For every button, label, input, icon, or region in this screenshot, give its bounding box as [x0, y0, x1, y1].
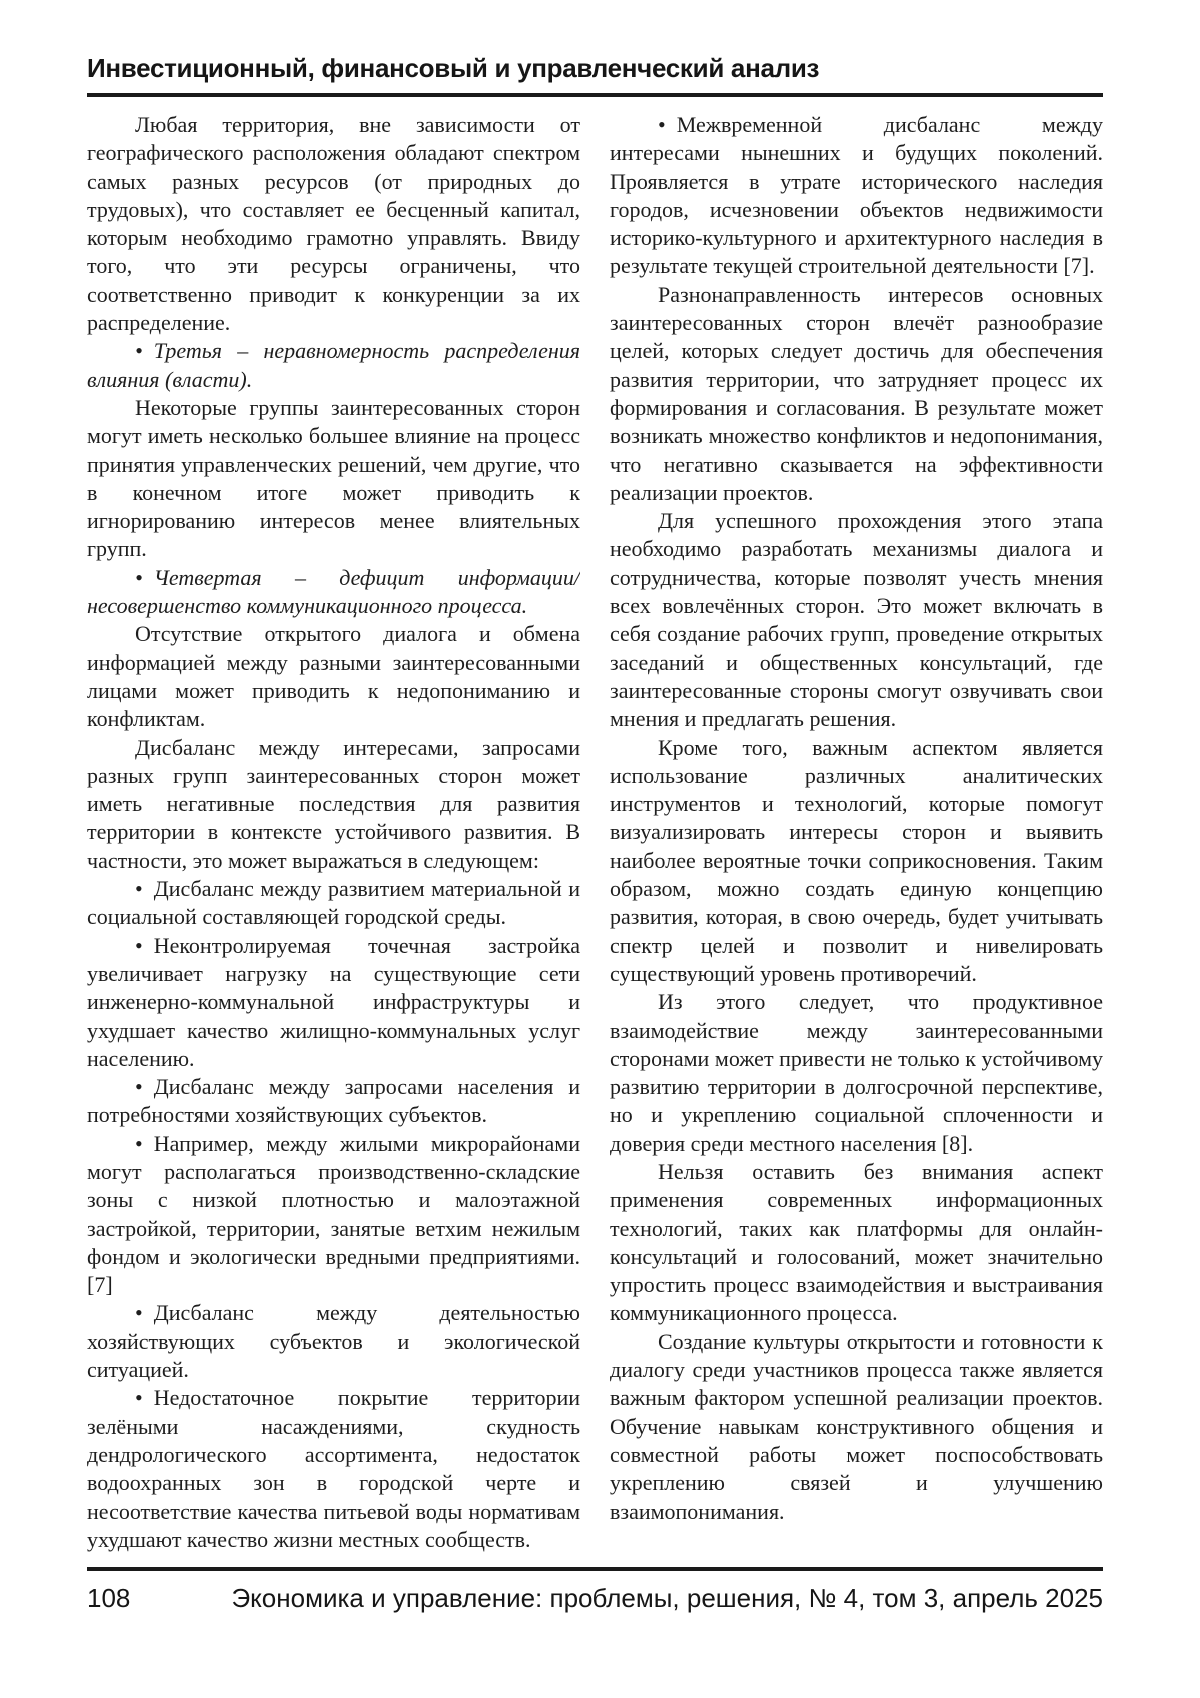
paragraph: [610, 281, 1103, 507]
paragraph: [87, 875, 580, 932]
paragraph: [87, 1299, 580, 1384]
paragraph-text: Дисбаланс между деятельностью хозяйствующих субъектов и экологической ситуацией.: [87, 1300, 580, 1383]
paragraph-text: Кроме того, важным аспектом является использование различных аналитических инструментов и технологий, которые помогут визуализировать интересы сторон и выявить наиболее вероятные точки соприкосновения. Таким образом, можно создать единую концепцию развития, которая, в свою очередь, будет учитывать спектр целей и позволит и нивелировать существующий уровень противоречий.: [610, 734, 1103, 986]
paragraph: [610, 111, 1103, 281]
paragraph-text: Например, между жилыми микрорайонами могут располагаться производственно-складские зоны с низкой плотностью и малоэтажной застройкой, территории, занятые ветхим нежилым фондом и экологически вредными предприятиями. [7]: [87, 1130, 580, 1298]
paragraph-text: Создание культуры открытости и готовности к диалогу среди участников процесса также является важным фактором успешной реализации проектов. Обучение навыкам конструктивного общения и совместной работы может поспособствовать укреплению связей и улучшению взаимопонимания.: [610, 1328, 1103, 1524]
paragraph: [610, 734, 1103, 989]
bullet-marker: •: [135, 1385, 143, 1411]
article-body: [87, 111, 1103, 1571]
page-number: 108: [87, 1583, 131, 1613]
paragraph: [87, 394, 580, 564]
paragraph: [610, 1328, 1103, 1526]
paragraph: [87, 932, 580, 1073]
bullet-marker: •: [135, 1130, 143, 1156]
paragraph-text: Для успешного прохождения этого этапа необходимо разработать механизмы диалога и сотрудничества, которые позволят учесть мнения всех вовлечённых сторон. Это может включать в себя создание рабочих групп, проведение открытых заседаний и общественных консультаций, где заинтересованные стороны смогут озвучивать свои мнения и предлагать решения.: [610, 508, 1103, 732]
paragraph-text: Любая территория, вне зависимости от географического расположения обладают спектром самых разных ресурсов (от природных до трудовых), что составляет ее бесценный капитал, которым необходимо грамотно управлять. Ввиду того, что эти ресурсы ограничены, что соответственно приводит к конкуренции за их распределение.: [87, 112, 580, 336]
paragraph-text: Дисбаланс между запросами населения и потребностями хозяйствующих субъектов.: [87, 1074, 580, 1128]
left-column: [87, 111, 580, 1571]
bullet-marker: •: [658, 112, 666, 137]
paragraph: [610, 507, 1103, 733]
paragraph-text: Третья – неравномерность распределения влияния (власти).: [87, 338, 580, 392]
paragraph-text: Разнонаправленность интересов основных заинтересованных сторон влечёт разнообразие целей, которых следует достичь для обеспечения развития территории, что затрудняет процесс их формирования и согласования. В результате может возникать множество конфликтов и недопонимания, что негативно сказывается на эффективности реализации проектов.: [610, 281, 1103, 505]
paragraph: [87, 1384, 580, 1554]
paragraph-text: Дисбаланс между развитием материальной и социальной составляющей городской среды.: [87, 876, 580, 930]
paragraph: [87, 564, 580, 621]
header-rule: [87, 93, 1103, 97]
bullet-marker: •: [135, 876, 143, 902]
journal-info: Экономика и управление: проблемы, решения, № 4, том 3, апрель 2025: [231, 1583, 1103, 1613]
paragraph: [87, 734, 580, 875]
paragraph: [87, 337, 580, 394]
bullet-marker: •: [135, 338, 143, 364]
page-footer: [87, 1583, 1103, 1614]
paragraph-text: Некоторые группы заинтересованных сторон могут иметь несколько большее влияние на процесс принятия управленческих решений, чем другие, что в конечном итоге может приводить к игнорированию интересов менее влиятельных групп.: [87, 394, 580, 562]
paragraph: [87, 1130, 580, 1300]
section-title: Инвестиционный, финансовый и управленческий анализ: [87, 53, 820, 83]
bullet-marker: •: [135, 1074, 143, 1100]
paragraph: [87, 620, 580, 733]
paragraph-text: Недостаточное покрытие территории зелёными насаждениями, скудность дендрологического ассортимента, недостаток водоохранных зон в городской черте и несоответствие качества питьевой воды нормативам ухудшают качество жизни местных сообществ.: [87, 1385, 580, 1552]
paragraph-text: Дисбаланс между интересами, запросами разных групп заинтересованных сторон может иметь негативные последствия для развития территории в контексте устойчивого развития. В частности, это может выражаться в следующем:: [87, 734, 580, 873]
paragraph-text: Отсутствие открытого диалога и обмена информацией между разными заинтересованными лицами может приводить к недопониманию и конфликтам.: [87, 621, 580, 732]
bullet-marker: •: [135, 1300, 143, 1326]
paragraph: [610, 988, 1103, 1158]
paragraph-text: Из этого следует, что продуктивное взаимодействие между заинтересованными сторонами может привести не только к устойчивому развитию территории в долгосрочной перспективе, но и укреплению социальной сплоченности и доверия среди местного населения [8].: [610, 989, 1103, 1156]
footer-rule: [87, 1567, 1103, 1571]
paragraph: [87, 1073, 580, 1130]
paragraph-text: Четвертая – дефицит информации/несовершенство коммуникационного процесса.: [87, 564, 580, 619]
bullet-marker: •: [135, 564, 143, 590]
page-header: [87, 53, 1103, 84]
paragraph-text: Нельзя оставить без внимания аспект применения современных информационных технологий, таких как платформы для онлайн-консультаций и голосований, может значительно упростить процесс взаимодействия и выстраивания коммуникационного процесса.: [610, 1158, 1103, 1326]
bullet-marker: •: [135, 932, 143, 958]
right-column: [610, 111, 1103, 1571]
paragraph: [610, 1158, 1103, 1328]
paragraph-text: Неконтролируемая точечная застройка увеличивает нагрузку на существующие сети инженерно-коммунальной инфраструктуры и ухудшает качество жилищно-коммунальных услуг населению.: [87, 932, 580, 1071]
paragraph: [87, 111, 580, 337]
paragraph-text: Межвременной дисбаланс между интересами нынешних и будущих поколений. Проявляется в утрате исторического наследия городов, исчезновении объектов недвижимости историко-культурного и архитектурного наследия в результате текущей строительной деятельности [7].: [610, 112, 1103, 279]
